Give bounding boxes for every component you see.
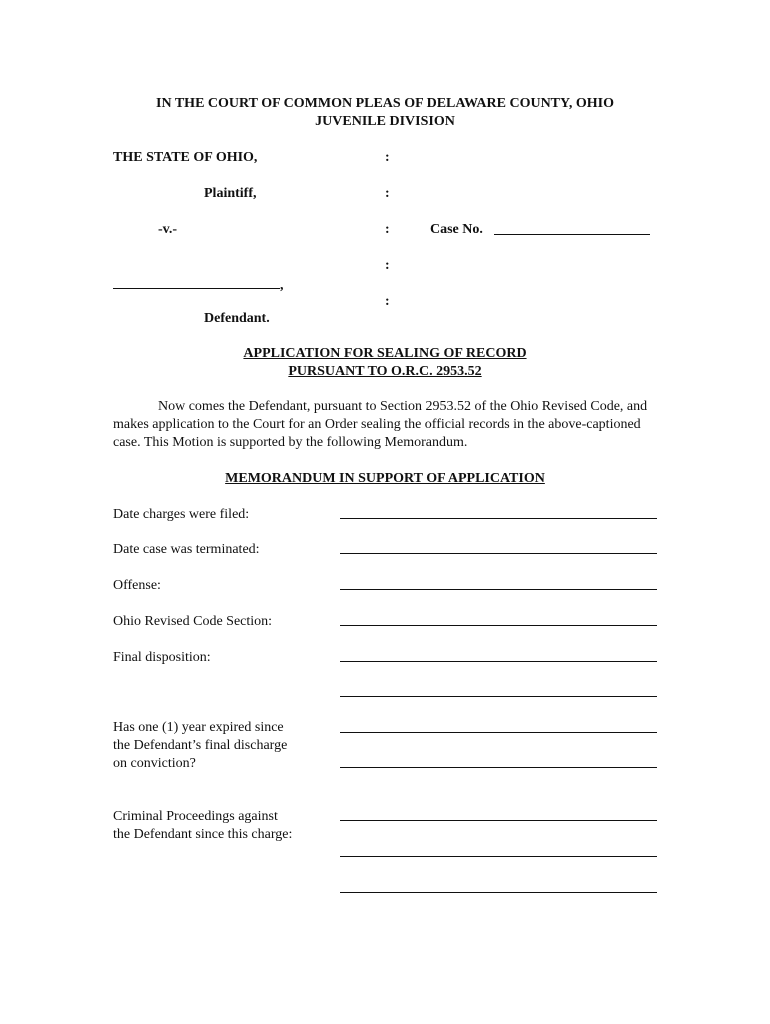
date-filed-line[interactable] (340, 518, 657, 519)
plaintiff-label: Plaintiff, (204, 186, 257, 201)
year-expired-label: the Defendant’s final discharge (113, 738, 288, 753)
date-filed-label: Date charges were filed: (113, 507, 250, 522)
versus-label: -v.- (158, 222, 178, 237)
offense-line[interactable] (340, 589, 657, 590)
final-disposition-line[interactable] (340, 661, 657, 662)
defendant-label: Defendant. (204, 311, 270, 326)
document-subtitle: PURSUANT TO O.R.C. 2953.52 (288, 364, 482, 379)
document-title: APPLICATION FOR SEALING OF RECORD (243, 346, 527, 361)
year-expired-label: Has one (1) year expired since (113, 720, 284, 735)
offense-label: Offense: (113, 578, 161, 593)
year-expired-line[interactable] (340, 767, 657, 768)
caption-colon: : (385, 150, 390, 165)
court-name: IN THE COURT OF COMMON PLEAS OF DELAWARE COUNTY, OHIO (156, 96, 614, 111)
case-number-line[interactable] (494, 234, 650, 235)
orc-section-label: Ohio Revised Code Section: (113, 614, 273, 629)
criminal-proceedings-label: Criminal Proceedings against (113, 809, 278, 824)
orc-section-line[interactable] (340, 625, 657, 626)
caption-colon: : (385, 222, 390, 237)
date-terminated-line[interactable] (340, 553, 657, 554)
criminal-proceedings-line[interactable] (340, 892, 657, 893)
year-expired-label: on conviction? (113, 756, 196, 771)
final-disposition-line[interactable] (340, 696, 657, 697)
year-expired-line[interactable] (340, 732, 657, 733)
caption-colon: : (385, 294, 390, 309)
court-division: JUVENILE DIVISION (315, 114, 455, 129)
intro-text: Now comes the Defendant, pursuant to Section 2953.52 of the Ohio Revised Code, and makes application to the Court for an Order sealing the official records in the above-captioned case. This Motion is supported by the following Memorandum. (113, 399, 648, 450)
memorandum-heading: MEMORANDUM IN SUPPORT OF APPLICATION (225, 471, 545, 486)
criminal-proceedings-label: the Defendant since this charge: (113, 827, 293, 842)
defendant-name-line[interactable] (113, 288, 280, 289)
caption-colon: : (385, 186, 390, 201)
final-disposition-label: Final disposition: (113, 650, 211, 665)
defendant-comma: , (280, 278, 284, 293)
criminal-proceedings-line[interactable] (340, 856, 657, 857)
intro-paragraph (113, 398, 658, 452)
criminal-proceedings-line[interactable] (340, 820, 657, 821)
date-terminated-label: Date case was terminated: (113, 542, 260, 557)
caption-colon: : (385, 258, 390, 273)
plaintiff-name: THE STATE OF OHIO, (113, 150, 258, 165)
case-number-label: Case No. (430, 222, 483, 237)
